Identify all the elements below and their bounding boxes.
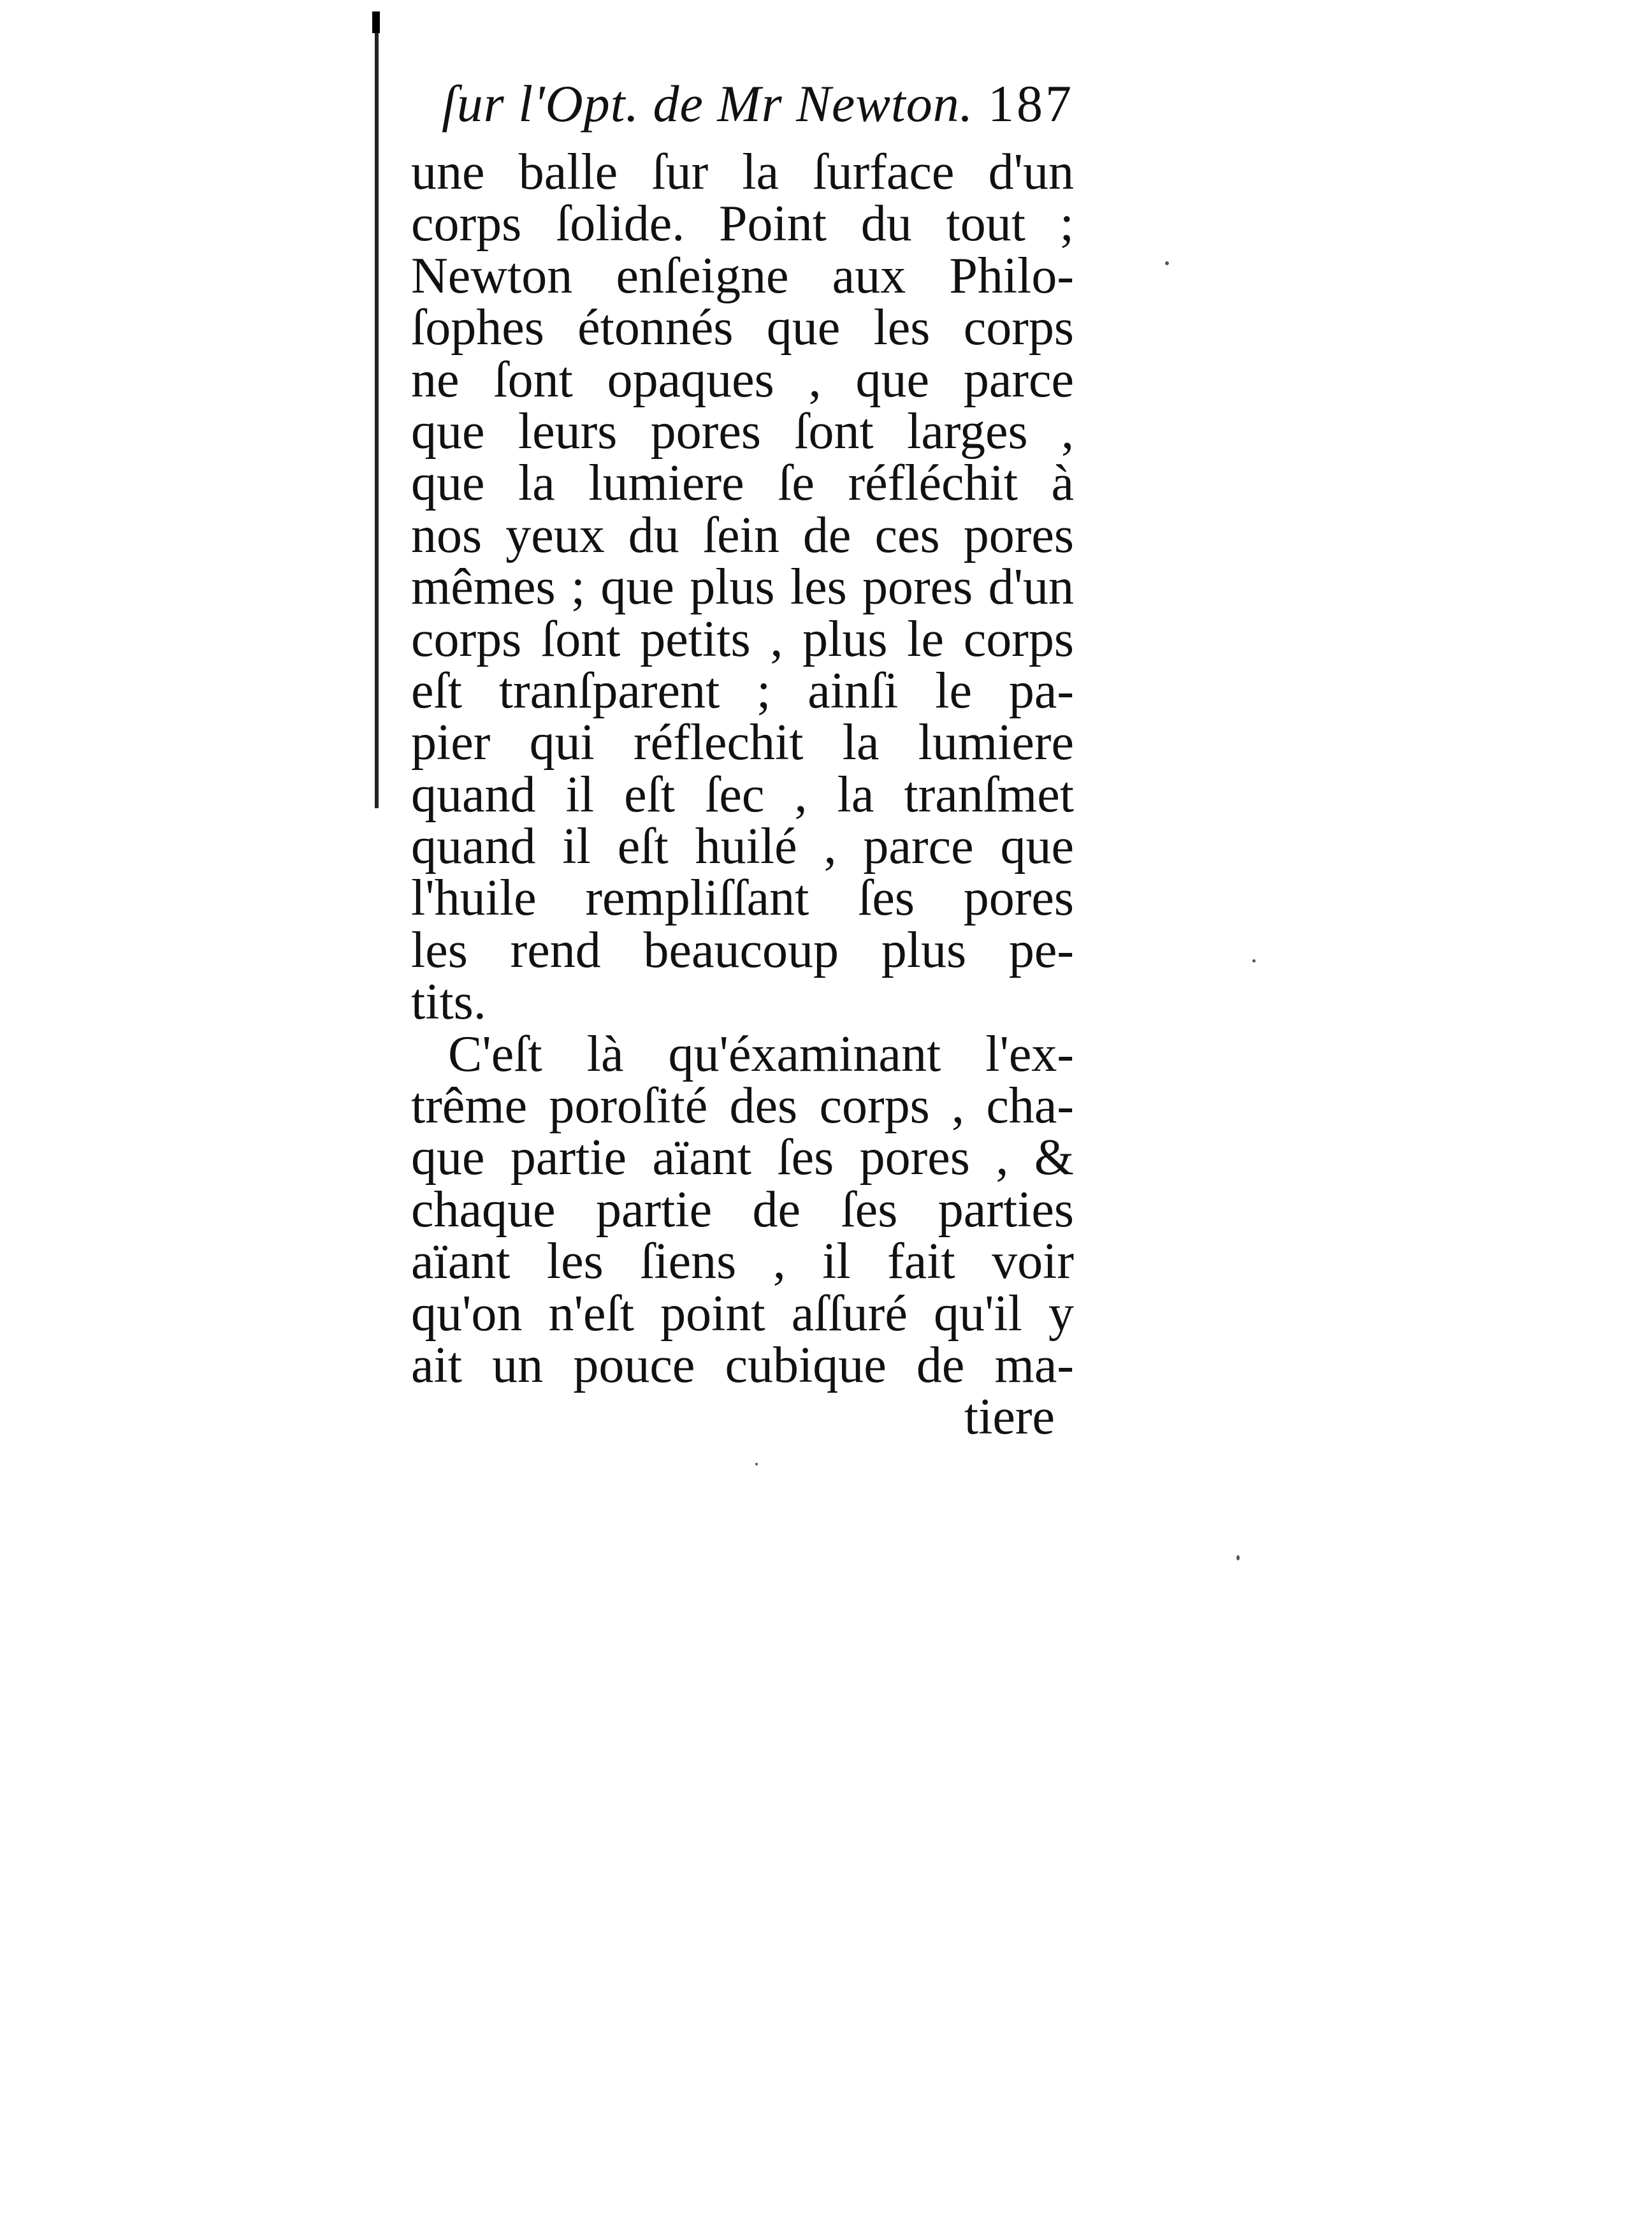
gutter-binding-mark <box>372 11 380 33</box>
text-line: qu'on n'eſt point aſſuré qu'il y <box>411 1285 1074 1342</box>
paragraph-2 <box>411 1026 1074 1393</box>
page-text-block <box>411 61 1074 1444</box>
text-line: trême poroſité des corps , cha- <box>411 1078 1074 1135</box>
text-line: que partie aïant ſes pores , & <box>411 1129 1074 1186</box>
text-line: tits. <box>411 974 486 1031</box>
text-line: corps ſont petits , plus le corps <box>411 611 1074 667</box>
text-line: ait un pouce cubique de ma- <box>411 1337 1074 1393</box>
text-line: Newton enſeigne aux Philo- <box>411 247 1074 304</box>
text-line: C'eſt là qu'éxaminant l'ex- <box>448 1026 1074 1082</box>
text-line: aïant les ſiens , il fait voir <box>411 1233 1074 1290</box>
paper-speck <box>1165 261 1169 265</box>
catchword: tiere <box>964 1389 1055 1446</box>
text-line: ſophes étonnés que les corps <box>411 300 1074 356</box>
text-line: les rend beaucoup plus pe- <box>411 922 1074 978</box>
text-line: que la lumiere ſe réfléchit à <box>411 455 1074 512</box>
text-line: nos yeux du ſein de ces pores <box>411 507 1074 563</box>
paper-speck <box>1252 959 1256 962</box>
text-line: quand il eſt huilé , parce que <box>411 818 1074 875</box>
text-line: corps ſolide. Point du tout ; <box>411 196 1074 252</box>
gutter-binding-rule <box>375 11 379 808</box>
text-line: mêmes ; que plus les pores d'un <box>411 559 1074 616</box>
text-line: ne ſont opaques , que parce <box>411 351 1074 408</box>
paper-speck <box>1236 1555 1240 1560</box>
text-line: chaque partie de ſes parties <box>411 1181 1074 1238</box>
running-title: ſur l'Opt. de Mr Newton. <box>442 75 974 133</box>
text-line: une balle ſur la ſurface d'un <box>411 144 1074 200</box>
text-line: eſt tranſparent ; ainſi le pa- <box>411 662 1074 719</box>
text-line: quand il eſt ſec , la tranſmet <box>411 766 1074 823</box>
text-line: que leurs pores ſont larges , <box>411 403 1074 460</box>
paper-speck <box>755 1463 758 1465</box>
paragraph-1 <box>411 144 1074 1031</box>
text-line: pier qui réflechit la lumiere <box>411 715 1074 771</box>
page-number: 187 <box>988 75 1074 133</box>
text-line: l'huile rempliſſant ſes pores <box>411 870 1074 927</box>
running-head <box>411 61 1074 147</box>
